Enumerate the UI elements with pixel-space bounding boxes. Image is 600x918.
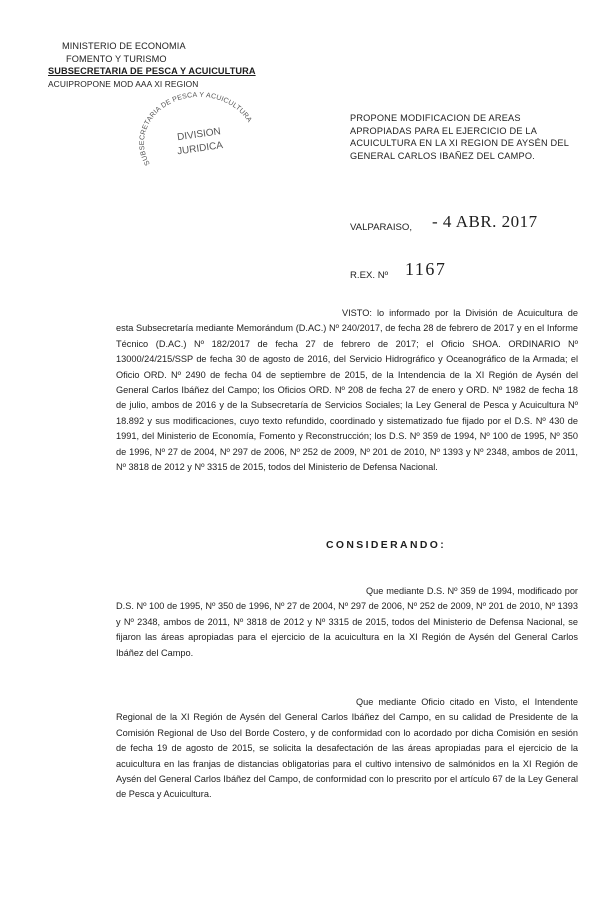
file-reference: ACUIPROPONE MOD AAA XI REGION <box>48 78 199 89</box>
visto-label: VISTO: <box>342 308 372 318</box>
visto-paragraph <box>116 306 578 475</box>
rex-number: 1167 <box>405 259 447 279</box>
stamp-division-label: DIVISION <box>176 126 222 144</box>
considerando-heading: CONSIDERANDO: <box>326 540 447 551</box>
considerando-paragraph-1 <box>116 584 578 661</box>
letterhead <box>48 40 268 90</box>
ministry-subtitle: FOMENTO Y TURISMO <box>66 53 167 64</box>
undersecretariat-name: SUBSECRETARIA DE PESCA Y ACUICULTURA <box>48 66 256 76</box>
stamp-juridica-label: JURIDICA <box>176 140 224 158</box>
considerando-1-text: Que mediante D.S. Nº 359 de 1994, modificado por D.S. Nº 100 de 1995, Nº 350 de 1996, Nº 27 de 2004, Nº 297 de 2006, Nº 252 de 2009, Nº 201 de 2010, Nº 1393 y Nº 2348, ambos de 2011, Nº 3818 de 2012 y Nº 3315 de 2015, todos del Ministerio de Defensa Nacional, se fijaron las áreas apropiadas para el ejercicio de la acuicultura en la XI Región de Aysén del General Carlos Ibáñez del Campo. <box>116 586 578 658</box>
rex-label: R.EX. Nº <box>350 270 389 281</box>
visto-text: lo informado por la División de Acuicultura de esta Subsecretaría mediante Memorándum (D.AC.) Nº 240/2017, de fecha 28 de febrero de 2017 y en el Informe Técnico (D.AC.) Nº 182/2017 de fecha 27 de febrero de 2017; el Oficio SHOA. ORDINARIO Nº 13000/24/215/SSP de fecha 30 de agosto de 2016, del Servicio Hidrográfico y Oceanográfico de la Armada; el Oficio ORD. Nº 2490 de fecha 04 de septiembre de 2015, de la Intendencia de la XI Región de Aysén del General Carlos Ibáñez del Campo; los Oficios ORD. Nº 208 de fecha 27 de enero y ORD. Nº 1982 de fecha 18 de julio, ambos de 2016 y de la Subsecretaría de Servicios Sociales; la Ley General de Pesca y Acuicultura Nº 18.892 y sus modificaciones, cuyo texto refundido, coordinado y sistematizado fue fijado por el D.S. Nº 430 de 1991, del Ministerio de Economía, Fomento y Reconstrucción; los D.S. Nº 359 de 1994, Nº 100 de 1995, Nº 350 de 1996, Nº 27 de 2004, Nº 297 de 2006, Nº 252 de 2009, Nº 201 de 2010, Nº 1393 y Nº 2348, ambos de 2011, Nº 3818 de 2012 y Nº 3315 de 2015, todos del Ministerio de Defensa Nacional. <box>116 308 578 473</box>
ministry-name: MINISTERIO DE ECONOMIA <box>62 41 186 51</box>
considerando-paragraph-2 <box>116 695 578 803</box>
place-label: VALPARAISO, <box>350 222 413 233</box>
considerando-2-text: Que mediante Oficio citado en Visto, el Intendente Regional de la XI Región de Aysén del General Carlos Ibáñez del Campo, en su calidad de Presidente de la Comisión Regional de Uso del Borde Costero, y de conformidad con lo acordado por dicha Comisión en sesión de fecha 19 de agosto de 2015, se solicita la desafectación de las áreas apropiadas para el ejercicio de la acuicultura en las franjas de distancias obligatorias para el cultivo intensivo de salmónidos en la XI Región de Aysén del General Carlos Ibáñez del Campo, de conformidad con lo prescrito por el artículo 67 de la Ley General de Pesca y Acuicultura. <box>116 697 578 800</box>
juridical-division-stamp <box>136 92 260 184</box>
stamp-ring-text: SUBSECRETARIA DE PESCA Y ACUICULTURA <box>138 92 253 167</box>
resolution-date: - 4 ABR. 2017 <box>432 212 538 231</box>
resolution-subject: PROPONE MODIFICACION DE AREAS APROPIADAS PARA EL EJERCICIO DE LA ACUICULTURA EN LA XI REGION DE AYSÉN DEL GENERAL CARLOS IBAÑEZ DEL CAMPO. <box>350 113 569 161</box>
